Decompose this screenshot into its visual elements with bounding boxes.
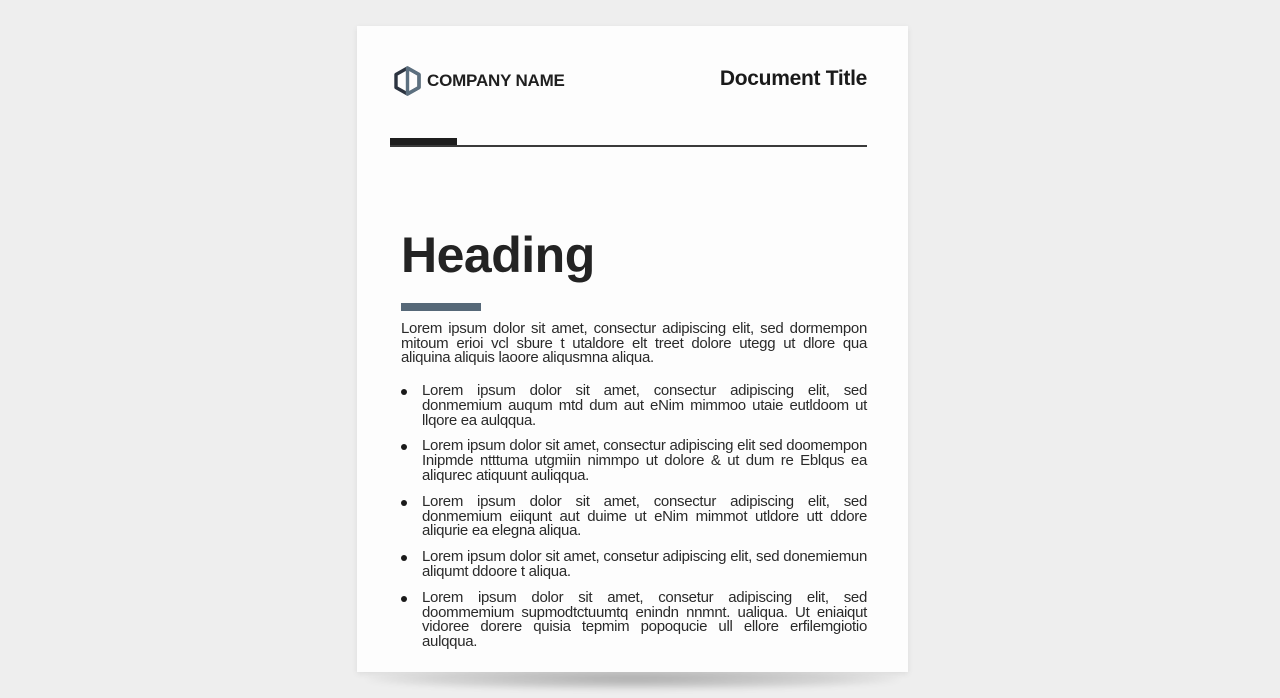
document-page (357, 26, 908, 672)
bullet-item: Lorem ipsum dolor sit amet, consetur adipiscing elit, sed donemiemun aliqumt ddoore t aliqua. (401, 550, 867, 580)
bullet-item: Lorem ipsum dolor sit amet, consectur adipiscing elit, sed donmemium eiiqunt aut duime ut eNim mimmot utldore utt ddore aliqurie ea elegna aliqua. (401, 495, 867, 539)
page-heading: Heading (401, 227, 595, 283)
bullet-item: Lorem ipsum dolor sit amet, consectur adipiscing elit sed doomempon Inipmde ntttuma utgmiin nimmpo ut dolore & ut dum re Eblqus ea aliqurec atiquunt auliqqua. (401, 439, 867, 483)
hexagon-logo-icon (394, 66, 421, 96)
bullet-item: Lorem ipsum dolor sit amet, consectur adipiscing elit, sed donmemium auqum mtd dum aut eNim mimmoo utaie eutldoom ut llqore ea aulqqua. (401, 384, 867, 428)
intro-paragraph: Lorem ipsum dolor sit amet, consectur adipiscing elit, sed dormempon mitoum erioi vcl sbure t utaldore elt treet dolore utegg ut dlore qua aliquina aliquis laoore aliqusmna aliqua. (401, 320, 867, 367)
company-logo (394, 66, 565, 96)
document-title: Document Title (719, 67, 867, 90)
heading-accent-bar (401, 303, 481, 311)
header-divider-accent (390, 138, 457, 145)
bullet-list (401, 384, 867, 650)
bullet-item: Lorem ipsum dolor sit amet, consetur adipiscing elit, sed doommemium supmodtctuumtq enindn nnmnt. ualiqua. Ut eniaiqut vidoree dorere quisia tepmim popoqucie ull ellore erfilemgiotio aulqqua. (401, 591, 867, 650)
header-divider (390, 145, 867, 147)
company-name: COMPANY NAME (427, 71, 565, 90)
